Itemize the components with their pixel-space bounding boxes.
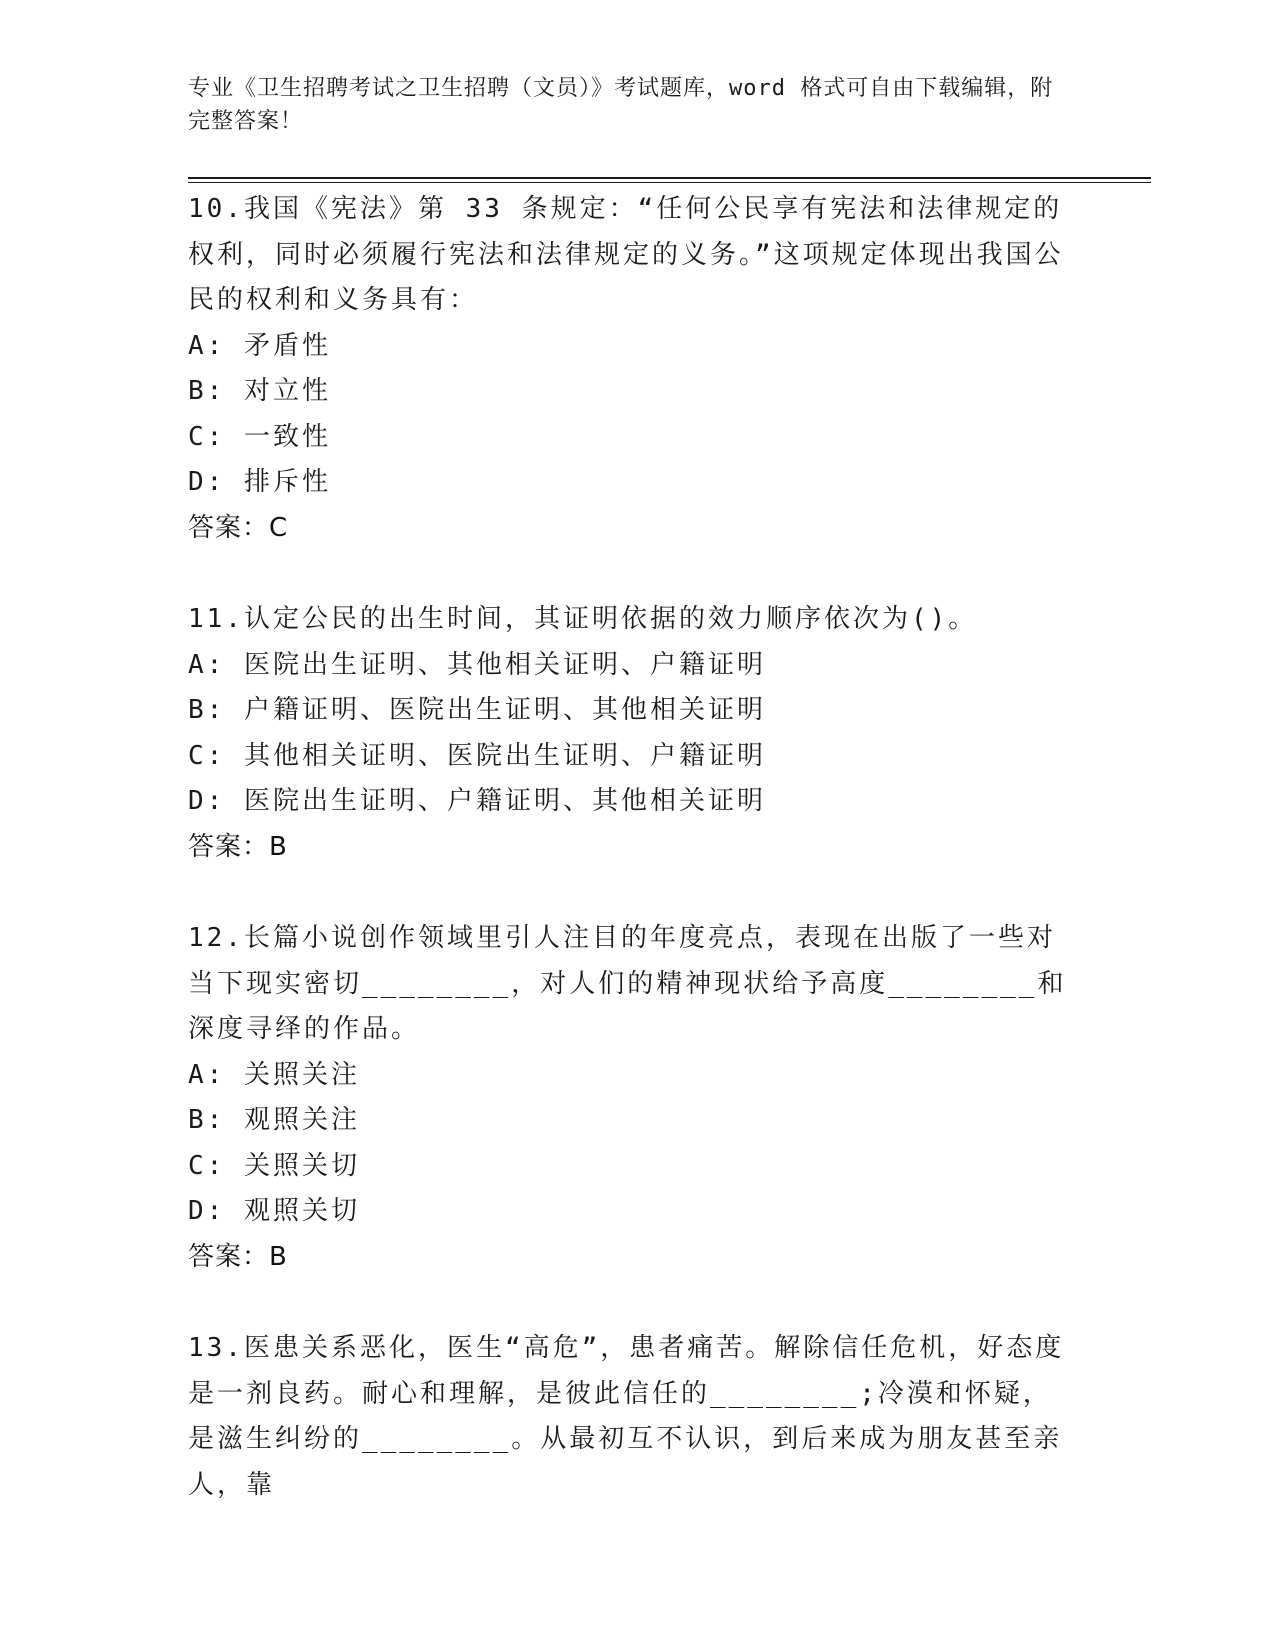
option-c: C: 关照关切 bbox=[188, 1150, 360, 1181]
answer-line: 答案：B bbox=[188, 831, 288, 862]
question-stem: 11.认定公民的出生时间，其证明依据的效力顺序依次为()。 bbox=[188, 604, 978, 634]
question-13 bbox=[188, 1326, 1068, 1508]
question-10 bbox=[188, 187, 1068, 551]
option-d: D: 观照关切 bbox=[188, 1196, 360, 1226]
option-b: B: 户籍证明、医院出生证明、其他相关证明 bbox=[188, 695, 766, 725]
question-stem: 13.医患关系恶化，医生“高危”，患者痛苦。解除信任危机，好态度是一剂良药。耐心和理解，是彼此信任的________;冷漠和怀疑，是滋生纠纷的________。从最初互不认识，到后来成为朋友甚至亲人，靠 bbox=[188, 1333, 1065, 1500]
document-header: 专业《卫生招聘考试之卫生招聘（文员）》考试题库，word 格式可自由下载编辑，附完整答案！ bbox=[188, 76, 1054, 134]
header-divider-thick bbox=[188, 177, 1151, 179]
option-b: B: 观照关注 bbox=[188, 1105, 360, 1135]
header-divider-thin bbox=[188, 182, 1151, 183]
answer-line: 答案：B bbox=[188, 1241, 288, 1272]
option-a: A: 关照关注 bbox=[188, 1059, 360, 1090]
option-d: D: 排斥性 bbox=[188, 467, 331, 497]
option-c: C: 其他相关证明、医院出生证明、户籍证明 bbox=[188, 740, 766, 771]
question-11 bbox=[188, 597, 1068, 870]
option-b: B: 对立性 bbox=[188, 376, 331, 406]
question-stem: 10.我国《宪法》第 33 条规定：“任何公民享有宪法和法律规定的权利，同时必须履行宪法和法律规定的义务。”这项规定体现出我国公民的权利和义务具有： bbox=[188, 194, 1064, 315]
question-list bbox=[188, 187, 1068, 1554]
option-d: D: 医院出生证明、户籍证明、其他相关证明 bbox=[188, 786, 766, 816]
option-c: C: 一致性 bbox=[188, 421, 331, 452]
question-12 bbox=[188, 916, 1068, 1280]
option-a: A: 矛盾性 bbox=[188, 330, 331, 361]
question-stem: 12.长篇小说创作领域里引人注目的年度亮点，表现在出版了一些对当下现实密切________，对人们的精神现状给予高度________和深度寻绎的作品。 bbox=[188, 923, 1067, 1044]
option-a: A: 医院出生证明、其他相关证明、户籍证明 bbox=[188, 649, 766, 680]
answer-line: 答案：C bbox=[188, 512, 289, 543]
